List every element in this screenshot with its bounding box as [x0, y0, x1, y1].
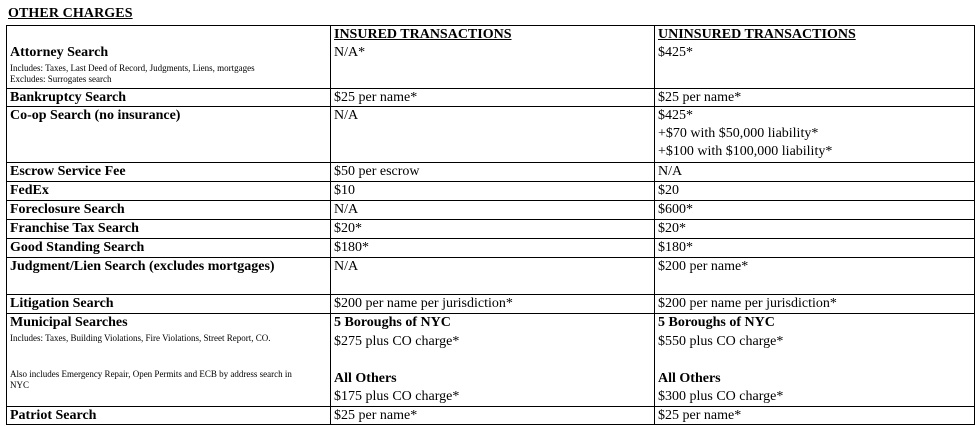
row-note: Includes: Taxes, Building Violations, Fire Violations, Street Report, CO.	[10, 333, 271, 343]
row-label: Municipal Searches	[10, 315, 128, 330]
uninsured-column-header: UNINSURED TRANSACTIONS	[658, 27, 856, 42]
uninsured-value: $200 per name per jurisdiction*	[658, 296, 837, 311]
row-label: Foreclosure Search	[10, 202, 125, 217]
column-divider-1	[330, 25, 331, 425]
column-divider-2	[654, 25, 655, 425]
document-title: OTHER CHARGES	[8, 6, 133, 21]
insured-value: N/A	[334, 259, 359, 274]
uninsured-value: $25 per name*	[658, 90, 742, 105]
row-divider	[6, 181, 975, 182]
row-divider	[6, 88, 975, 89]
insured-others-price: $175 plus CO charge*	[334, 389, 460, 404]
row-label: Good Standing Search	[10, 240, 145, 255]
uninsured-value: +$100 with $100,000 liability*	[658, 144, 833, 159]
insured-nyc-price: $275 plus CO charge*	[334, 334, 460, 349]
insured-nyc-heading: 5 Boroughs of NYC	[334, 315, 451, 330]
uninsured-value: $25 per name*	[658, 408, 742, 423]
uninsured-value: +$70 with $50,000 liability*	[658, 126, 819, 141]
uninsured-value: $200 per name*	[658, 259, 749, 274]
row-label: Franchise Tax Search	[10, 221, 139, 236]
row-label: Escrow Service Fee	[10, 164, 126, 179]
uninsured-value: $20	[658, 183, 679, 198]
uninsured-others-price: $300 plus CO charge*	[658, 389, 784, 404]
uninsured-nyc-heading: 5 Boroughs of NYC	[658, 315, 775, 330]
row-divider	[6, 238, 975, 239]
uninsured-value: $425*	[658, 108, 693, 123]
uninsured-value: $180*	[658, 240, 693, 255]
uninsured-value: $20*	[658, 221, 686, 236]
charges-table	[6, 25, 975, 425]
uninsured-nyc-price: $550 plus CO charge*	[658, 334, 784, 349]
row-divider	[6, 219, 975, 220]
row-label: Co-op Search (no insurance)	[10, 108, 181, 123]
row-label: FedEx	[10, 183, 49, 198]
insured-others-heading: All Others	[334, 371, 397, 386]
row-note: Also includes Emergency Repair, Open Permits and ECB by address search in NYC	[10, 369, 292, 390]
insured-value: $25 per name*	[334, 408, 418, 423]
uninsured-value: $425*	[658, 45, 693, 60]
insured-value: $180*	[334, 240, 369, 255]
insured-value: N/A	[334, 202, 359, 217]
row-note: Excludes: Surrogates search	[10, 74, 112, 84]
row-divider	[6, 406, 975, 407]
table-border-right	[974, 25, 975, 425]
insured-value: N/A*	[334, 45, 366, 60]
insured-value: $20*	[334, 221, 362, 236]
row-divider	[6, 200, 975, 201]
insured-value: N/A	[334, 108, 359, 123]
row-divider	[6, 424, 975, 425]
row-label: Judgment/Lien Search (excludes mortgages)	[10, 259, 275, 274]
table-border-left	[6, 25, 7, 425]
insured-value: $200 per name per jurisdiction*	[334, 296, 513, 311]
row-label: Attorney Search	[10, 45, 109, 60]
row-label: Patriot Search	[10, 408, 97, 423]
insured-value: $50 per escrow	[334, 164, 420, 179]
row-label: Litigation Search	[10, 296, 114, 311]
row-divider	[6, 313, 975, 314]
row-note: Includes: Taxes, Last Deed of Record, Judgments, Liens, mortgages	[10, 63, 255, 73]
insured-value: $25 per name*	[334, 90, 418, 105]
insured-value: $10	[334, 183, 355, 198]
uninsured-value: N/A	[658, 164, 683, 179]
uninsured-value: $600*	[658, 202, 693, 217]
row-label: Bankruptcy Search	[10, 90, 127, 105]
uninsured-others-heading: All Others	[658, 371, 721, 386]
row-divider	[6, 162, 975, 163]
insured-column-header: INSURED TRANSACTIONS	[334, 27, 512, 42]
